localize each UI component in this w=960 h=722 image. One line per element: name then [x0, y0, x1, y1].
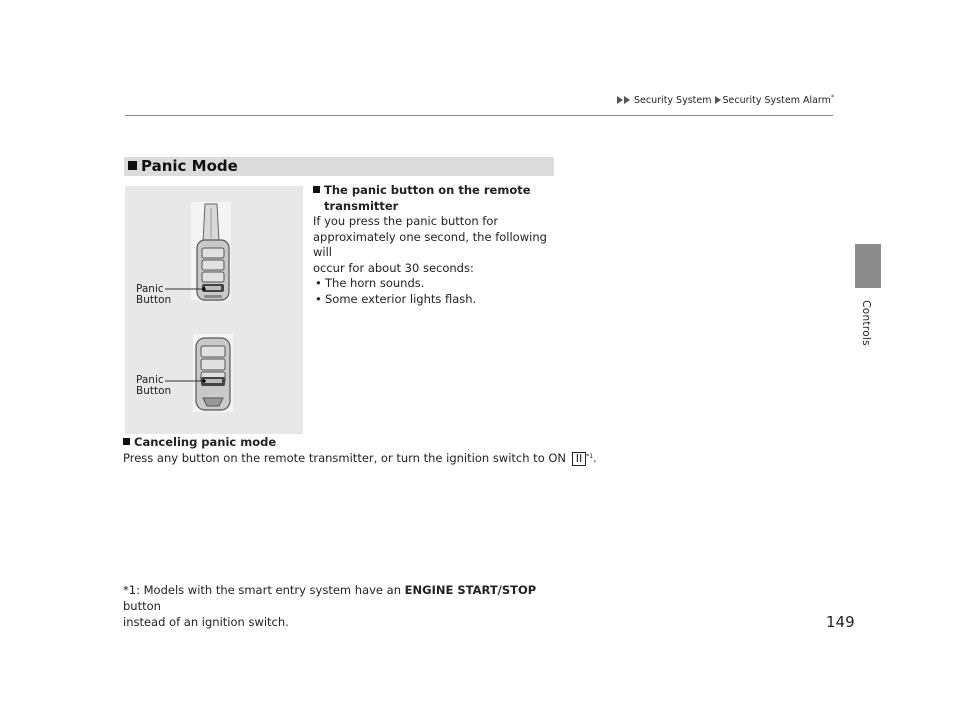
footnote-marker: *1:	[123, 583, 140, 597]
remote-illustration-panel	[125, 186, 303, 434]
chapter-tab	[855, 244, 881, 288]
square-bullet-icon	[128, 161, 137, 170]
breadcrumb-arrow-icon	[715, 96, 721, 104]
footnote-text: Models with the smart entry system have an	[143, 583, 402, 597]
panic-button-section	[313, 183, 553, 307]
body-line: If you press the panic button for	[313, 214, 499, 228]
square-bullet-icon	[313, 186, 320, 193]
chapter-tab-text: Controls	[860, 300, 872, 346]
section-title	[128, 157, 238, 176]
panic-button-label-top	[136, 284, 171, 306]
page-number: 149	[826, 613, 855, 631]
footnote-bold-term: ENGINE START/STOP	[404, 583, 537, 597]
label-line: Panic	[136, 283, 164, 295]
footnote-text-line2: instead of an ignition switch.	[123, 615, 289, 629]
header-divider	[125, 115, 833, 116]
breadcrumb-arrow-icon	[617, 96, 623, 104]
square-bullet-icon	[123, 438, 130, 445]
bullet-list	[313, 276, 553, 307]
label-line: Button	[136, 294, 172, 306]
breadcrumb-item-security-system-alarm[interactable]: Security System Alarm	[722, 95, 831, 106]
smart-key-fob-icon	[193, 334, 233, 412]
label-line: Button	[136, 385, 172, 397]
breadcrumb-arrow-icon	[624, 96, 630, 104]
panic-button-label-bottom	[136, 375, 171, 397]
body-line: approximately one second, the following will	[313, 229, 547, 259]
subsection-heading-continued: transmitter	[324, 198, 399, 213]
list-item: • Some exterior lights flash.	[313, 292, 553, 308]
canceling-text	[123, 451, 597, 466]
footnote-ref[interactable]: *1	[586, 453, 594, 460]
list-item: • The horn sounds.	[313, 276, 553, 292]
ignition-position-key-icon: II	[572, 452, 587, 466]
breadcrumb-item-security-system[interactable]: Security System	[634, 95, 712, 106]
breadcrumb	[617, 94, 834, 106]
canceling-heading-text: Canceling panic mode	[134, 435, 277, 449]
body-line: occur for about 30 seconds:	[313, 260, 474, 275]
canceling-heading	[123, 435, 276, 449]
sentence-end: .	[593, 451, 597, 465]
section-title-text: Panic Mode	[141, 157, 238, 175]
footnote-text: button	[123, 599, 161, 613]
key-fob-icon	[191, 202, 231, 300]
subsection-heading-text: The panic button on the remote	[324, 183, 531, 197]
label-line: Panic	[136, 374, 164, 386]
canceling-text-body: Press any button on the remote transmitter, or turn the ignition switch to ON	[123, 451, 567, 465]
chapter-tab-label[interactable]	[856, 295, 876, 351]
breadcrumb-asterisk: *	[830, 94, 834, 101]
footnote	[123, 582, 563, 630]
subsection-heading	[313, 183, 553, 199]
